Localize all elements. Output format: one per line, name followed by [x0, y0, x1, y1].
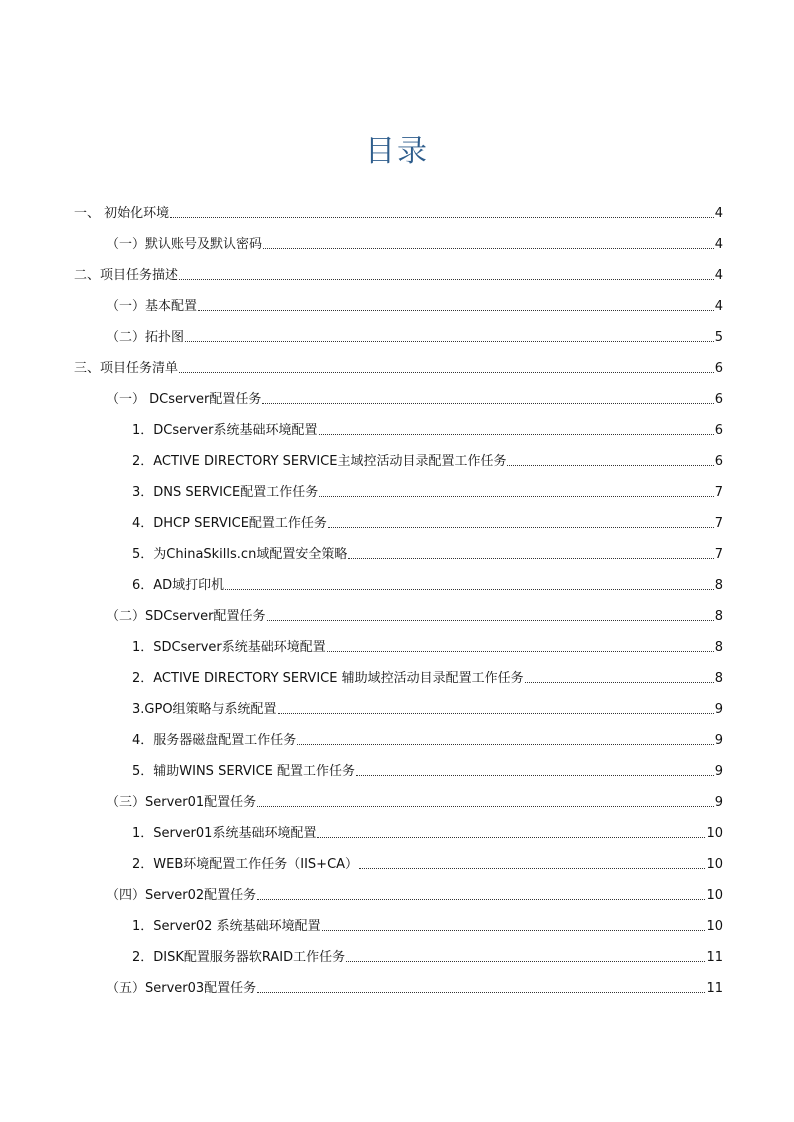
toc-page-number: 4 [714, 206, 723, 221]
dot-leader [179, 278, 714, 280]
toc-entry[interactable] [132, 853, 723, 873]
toc-entry-title: 4．服务器磁盘配置工作任务 [132, 733, 297, 748]
toc-page-number: 10 [706, 919, 723, 934]
toc-entry[interactable] [106, 326, 723, 346]
toc-page-number: 9 [714, 795, 723, 810]
toc-entry-title: 1．DCserver系统基础环境配置 [132, 423, 318, 438]
toc-page-number: 10 [706, 888, 723, 903]
dot-leader [348, 557, 713, 559]
toc-entry[interactable] [106, 295, 723, 315]
toc-page-number: 8 [714, 578, 723, 593]
toc-entry[interactable] [132, 574, 723, 594]
dot-leader [297, 743, 713, 745]
dot-leader [278, 712, 714, 714]
toc-entry[interactable] [106, 791, 723, 811]
toc-page-number: 5 [714, 330, 723, 345]
toc-entry[interactable] [132, 946, 723, 966]
toc-entry-title: 5．为ChinaSkills.cn域配置安全策略 [132, 547, 348, 562]
dot-leader [170, 216, 714, 218]
toc-page-number: 4 [714, 237, 723, 252]
dot-leader [328, 526, 714, 528]
toc-entry[interactable] [132, 512, 723, 532]
toc-entry-title: （四）Server02配置任务 [106, 888, 257, 903]
toc-entry-title: 1．Server02 系统基础环境配置 [132, 919, 321, 934]
toc-entry[interactable] [132, 543, 723, 563]
toc-entry-title: 2．ACTIVE DIRECTORY SERVICE 辅助域控活动目录配置工作任务 [132, 671, 524, 686]
toc-entry-title: （一） DCserver配置任务 [106, 392, 262, 407]
toc-entry[interactable] [74, 264, 723, 284]
toc-entry[interactable] [132, 667, 723, 687]
toc-entry[interactable] [106, 233, 723, 253]
toc-page-number: 6 [714, 454, 723, 469]
page-title: 目录 [365, 134, 429, 169]
dot-leader [262, 402, 713, 404]
dot-leader [267, 619, 714, 621]
toc-page-number: 11 [706, 950, 723, 965]
toc-page-number: 6 [714, 423, 723, 438]
toc-page-number: 4 [714, 299, 723, 314]
toc-entry-title: （二）拓扑图 [106, 330, 185, 345]
dot-leader [359, 867, 705, 869]
toc-entry-title: 二、项目任务描述 [74, 268, 179, 283]
toc-entry-title: 三、项目任务清单 [74, 361, 179, 376]
toc-page-number: 6 [714, 392, 723, 407]
toc-page-number: 9 [714, 702, 723, 717]
dot-leader [225, 588, 714, 590]
toc-entry-title: （三）Server01配置任务 [106, 795, 257, 810]
toc-page-number: 7 [714, 516, 723, 531]
toc-entry-title: 2．WEB环境配置工作任务（IIS+CA） [132, 857, 359, 872]
toc-entry[interactable] [132, 636, 723, 656]
toc-page-number: 8 [714, 640, 723, 655]
toc-entry-title: 1．Server01系统基础环境配置 [132, 826, 317, 841]
toc-entry-title: 1．SDCserver系统基础环境配置 [132, 640, 326, 655]
dot-leader [257, 991, 705, 993]
toc-page-number: 7 [714, 485, 723, 500]
toc-entry-title: 3.GPO组策略与系统配置 [132, 702, 277, 717]
dot-leader [179, 371, 714, 373]
toc-entry[interactable] [106, 884, 723, 904]
toc-entry-title: 一、 初始化环境 [74, 206, 170, 221]
toc-entry[interactable] [74, 357, 723, 377]
dot-leader [317, 836, 705, 838]
toc-entry-title: 2．DISK配置服务器软RAID工作任务 [132, 950, 346, 965]
toc-entry[interactable] [132, 698, 723, 718]
toc-entry[interactable] [106, 977, 723, 997]
toc-page-number: 11 [706, 981, 723, 996]
dot-leader [507, 464, 713, 466]
toc-entry[interactable] [132, 915, 723, 935]
toc-page-number: 6 [714, 361, 723, 376]
toc-entry[interactable] [74, 202, 723, 222]
toc-page-number: 8 [714, 671, 723, 686]
toc-entry-title: （一）基本配置 [106, 299, 198, 314]
dot-leader [319, 433, 714, 435]
toc-page-number: 7 [714, 547, 723, 562]
toc-page-number: 10 [706, 826, 723, 841]
toc-entry[interactable] [132, 822, 723, 842]
dot-leader [525, 681, 714, 683]
toc-entry-title: （一）默认账号及默认密码 [106, 237, 263, 252]
toc-entry[interactable] [132, 481, 723, 501]
toc-entry[interactable] [132, 419, 723, 439]
dot-leader [327, 650, 714, 652]
toc-entry-title: （五）Server03配置任务 [106, 981, 257, 996]
toc-entry[interactable] [132, 760, 723, 780]
dot-leader [257, 898, 705, 900]
toc-page-number: 10 [706, 857, 723, 872]
dot-leader [185, 340, 714, 342]
dot-leader [257, 805, 714, 807]
toc-entry[interactable] [106, 605, 723, 625]
dot-leader [346, 960, 705, 962]
toc-entry-title: 4．DHCP SERVICE配置工作任务 [132, 516, 327, 531]
dot-leader [319, 495, 714, 497]
toc-page-number: 4 [714, 268, 723, 283]
dot-leader [263, 247, 714, 249]
dot-leader [198, 309, 714, 311]
toc-entry[interactable] [132, 729, 723, 749]
toc-entry-title: 5．辅助WINS SERVICE 配置工作任务 [132, 764, 356, 779]
toc-page-number: 9 [714, 764, 723, 779]
toc-entry-title: 2．ACTIVE DIRECTORY SERVICE主域控活动目录配置工作任务 [132, 454, 507, 469]
dot-leader [356, 774, 714, 776]
toc-page-number: 8 [714, 609, 723, 624]
toc-entry-title: 6．AD域打印机 [132, 578, 225, 593]
toc-entry-title: 3．DNS SERVICE配置工作任务 [132, 485, 319, 500]
toc-entry[interactable] [106, 388, 723, 408]
toc-entry-title: （二）SDCserver配置任务 [106, 609, 266, 624]
toc-page-number: 9 [714, 733, 723, 748]
dot-leader [322, 929, 706, 931]
toc-entry[interactable] [132, 450, 723, 470]
